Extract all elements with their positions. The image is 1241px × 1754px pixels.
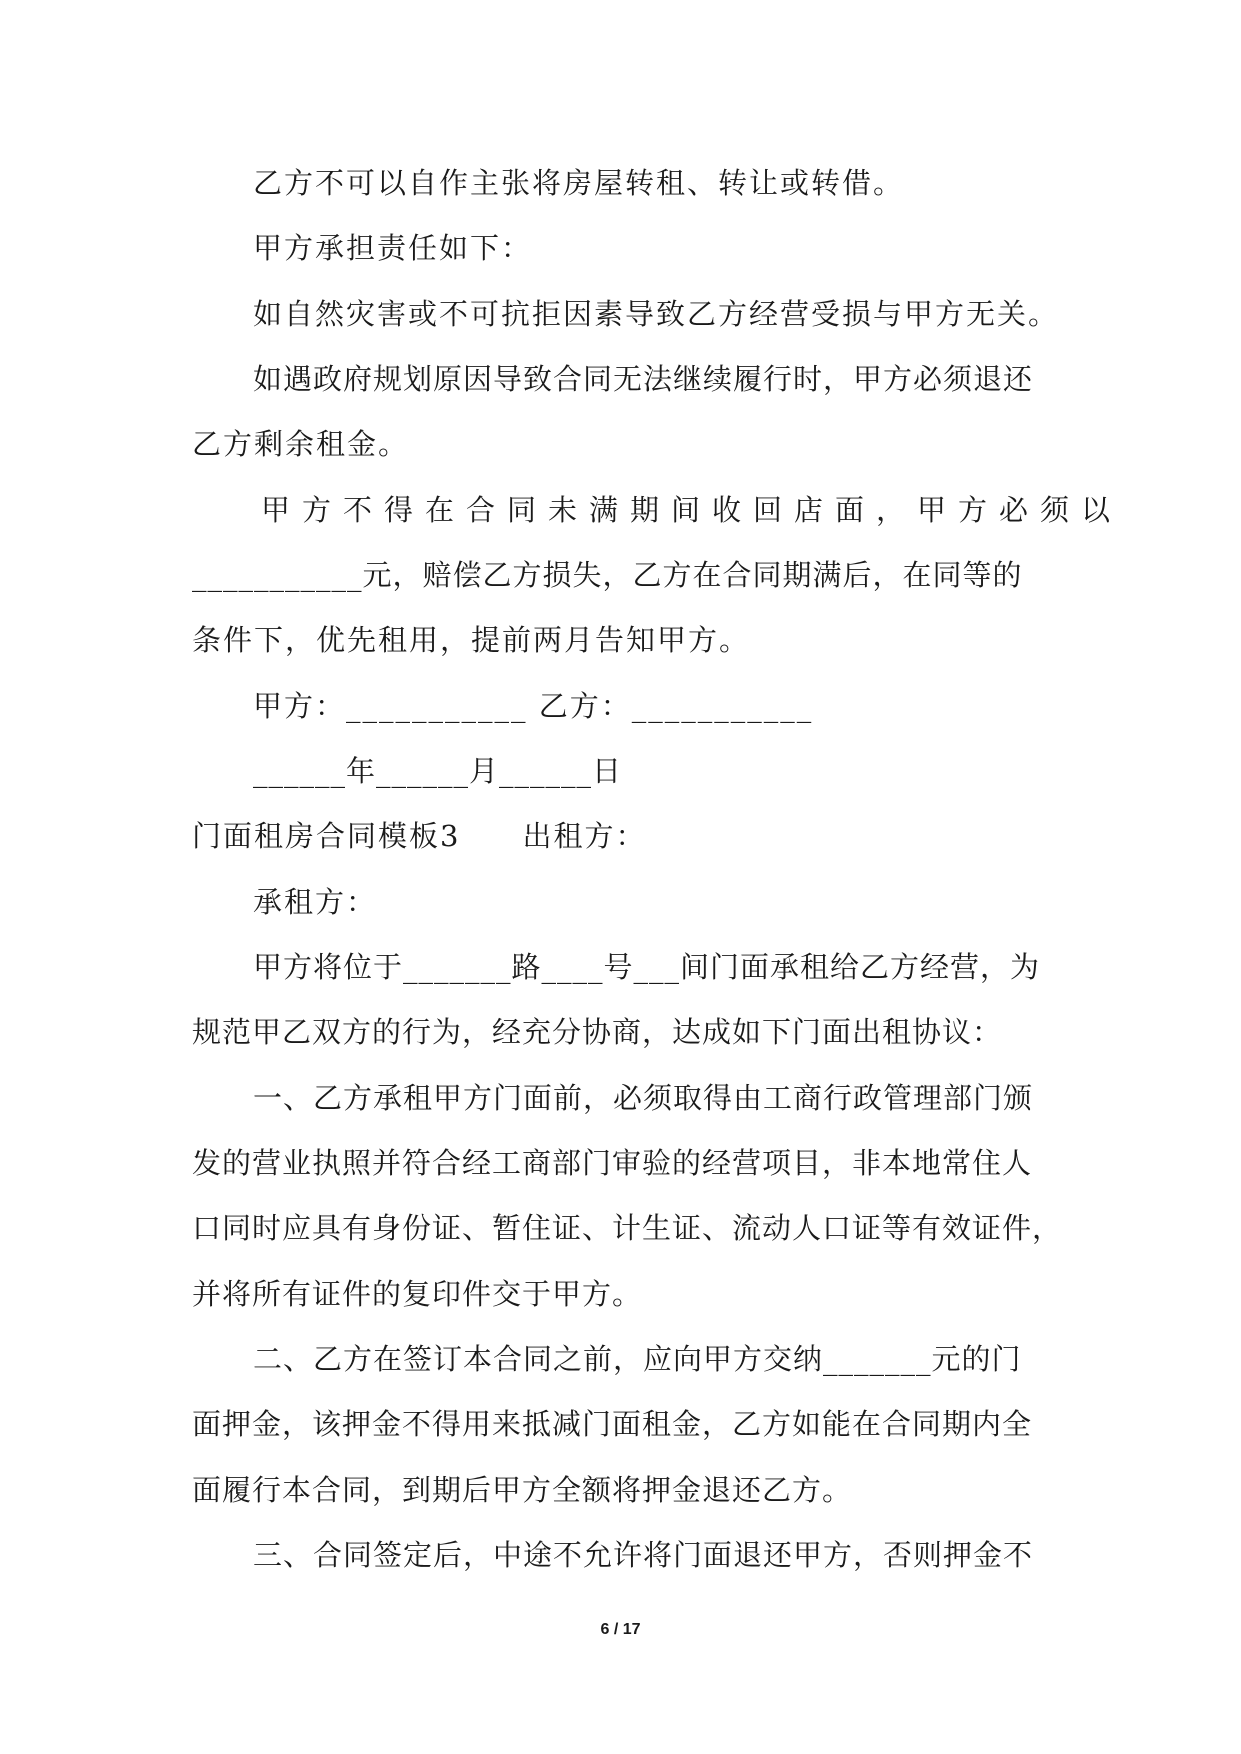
text-line: 一、乙方承租甲方门面前，必须取得由工商行政管理部门颁 <box>253 1081 1034 1115</box>
text-line: 并将所有证件的复印件交于甲方。 <box>192 1277 643 1311</box>
text-line: 甲方将位于_______路____号___间门面承租给乙方经营，为 <box>253 950 1041 984</box>
text-line: 二、乙方在签订本合同之前，应向甲方交纳_______元的门 <box>253 1342 1022 1376</box>
text-line: 甲方承担责任如下： <box>253 231 533 265</box>
section-heading: 门面租房合同模板3 出租方： <box>192 819 647 853</box>
text-line: 发的营业执照并符合经工商部门审验的经营项目，非本地常住人 <box>192 1146 1033 1180</box>
text-line: 如自然灾害或不可抗拒因素导致乙方经营受损与甲方无关。 <box>253 297 1060 331</box>
text-line: 三、合同签定后，中途不允许将门面退还甲方，否则押金不 <box>253 1538 1034 1572</box>
text-line: 口同时应具有身份证、暂住证、计生证、流动人口证等有效证件， <box>192 1211 1063 1245</box>
date-line: ______年______月______日 <box>253 754 623 788</box>
text-line: 如遇政府规划原因导致合同无法继续履行时，甲方必须退还 <box>253 362 1034 396</box>
signature-line: 甲方：___________ 乙方：___________ <box>253 689 814 723</box>
text-line: 甲方不得在合同未满期间收回店面，甲方必须以 <box>261 493 1123 527</box>
text-line: 承租方： <box>253 885 378 919</box>
text-line: 面押金，该押金不得用来抵减门面租金，乙方如能在合同期内全 <box>192 1407 1033 1441</box>
text-line: 面履行本合同，到期后甲方全额将押金退还乙方。 <box>192 1473 853 1507</box>
text-line: 乙方不可以自作主张将房屋转租、转让或转借。 <box>253 166 905 200</box>
page-number: 6 / 17 <box>600 1621 641 1638</box>
text-line: 条件下，优先租用，提前两月告知甲方。 <box>192 623 751 657</box>
text-line: ___________元，赔偿乙方损失，乙方在合同期满后，在同等的 <box>192 558 1023 592</box>
text-line: 乙方剩余租金。 <box>192 427 410 461</box>
text-line: 规范甲乙双方的行为，经充分协商，达成如下门面出租协议： <box>192 1015 1003 1049</box>
